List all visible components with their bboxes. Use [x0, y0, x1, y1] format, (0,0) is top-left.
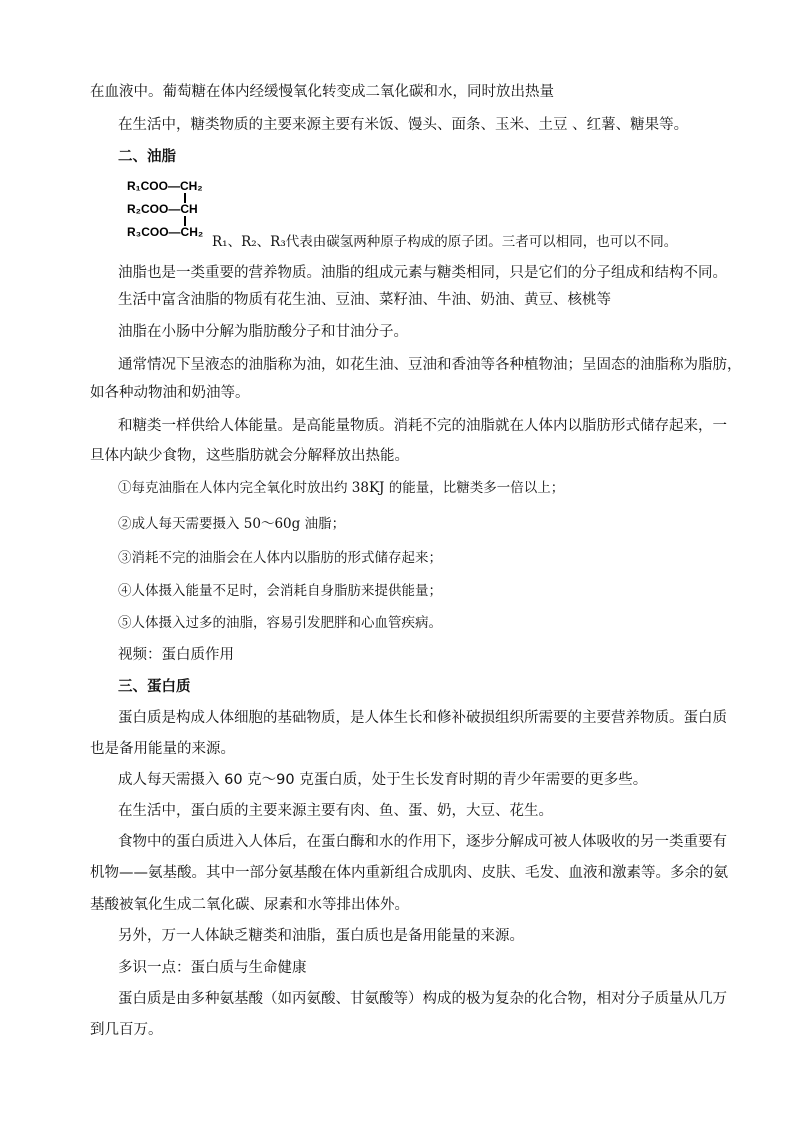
video-note: 视频：蛋白质作用: [118, 647, 234, 663]
list-item: ②成人每天需要摄入 50～60g 油脂；: [118, 516, 346, 532]
paragraph: 油脂也是一类重要的营养物质。油脂的组成元素与糖类相同，只是它们的分子组成和结构不同。: [118, 265, 727, 281]
paragraph: 油脂在小肠中分解为脂肪酸分子和甘油分子。: [118, 324, 408, 340]
formula-line-3: R₃COO—CH₂: [127, 225, 204, 239]
paragraph: 到几百万。: [90, 1022, 163, 1038]
paragraph: 机物——氨基酸。其中一部分氨基酸在体内重新组合成肌肉、皮肤、毛发、血液和激素等。多余的氨: [90, 865, 728, 881]
paragraph: 基酸被氧化生成二氧化碳、尿素和水等排出体外。: [90, 897, 409, 913]
paragraph: 蛋白质是由多种氨基酸（如丙氨酸、甘氨酸等）构成的极为复杂的化合物，相对分子质量从几万: [118, 991, 727, 1007]
list-item: ③消耗不完的油脂会在人体内以脂肪的形式储存起来；: [118, 550, 442, 566]
paragraph: 生活中富含油脂的物质有花生油、豆油、菜籽油、牛油、奶油、黄豆、核桃等: [118, 292, 611, 308]
paragraph: 和糖类一样供给人体能量。是高能量物质。消耗不完的油脂就在人体内以脂肪形式储存起来，一: [118, 418, 727, 434]
section-heading: 三、蛋白质: [118, 679, 191, 695]
formula-line-1: R₁COO—CH₂: [127, 179, 203, 193]
formula-note: R₁、R₂、R₃代表由碳氢两种原子构成的原子团。三者可以相同，也可以不同。: [212, 234, 678, 250]
paragraph: 也是备用能量的来源。: [90, 741, 235, 757]
section-heading: 二、油脂: [118, 149, 176, 165]
paragraph: 在血液中。葡萄糖在体内经缓慢氧化转变成二氧化碳和水，同时放出热量: [90, 84, 554, 100]
list-item: ④人体摄入能量不足时，会消耗自身脂肪来提供能量；: [118, 583, 442, 599]
paragraph: 成人每天需摄入 60 克～90 克蛋白质，处于生长发育时期的青少年需要的更多些。: [118, 772, 648, 788]
list-item: ①每克油脂在人体内完全氧化时放出约 38KJ 的能量，比糖类多一倍以上；: [118, 480, 565, 496]
paragraph: 如各种动物油和奶油等。: [90, 385, 250, 401]
paragraph: 旦体内缺少食物，这些脂肪就会分解释放出热能。: [90, 448, 409, 464]
paragraph: 在生活中，蛋白质的主要来源主要有肉、鱼、蛋、奶，大豆、花生。: [118, 803, 553, 819]
paragraph: 食物中的蛋白质进入人体后，在蛋白酶和水的作用下，逐步分解成可被人体吸收的另一类重要有: [118, 834, 727, 850]
list-item: ⑤人体摄入过多的油脂，容易引发肥胖和心血管疾病。: [118, 615, 442, 631]
paragraph: 通常情况下呈液态的油脂称为油，如花生油、豆油和香油等各种植物油；呈固态的油脂称为脂肪，: [118, 357, 742, 373]
more-knowledge-heading: 多识一点：蛋白质与生命健康: [118, 960, 307, 976]
paragraph: 蛋白质是构成人体细胞的基础物质，是人体生长和修补破损组织所需要的主要营养物质。蛋白质: [118, 710, 727, 726]
paragraph: 在生活中，糖类物质的主要来源主要有米饭、馒头、面条、玉米、土豆 、红薯、糖果等。: [118, 117, 689, 133]
paragraph: 另外，万一人体缺乏糖类和油脂，蛋白质也是备用能量的来源。: [118, 928, 524, 944]
formula-line-2: R₂COO—CH: [127, 202, 198, 216]
